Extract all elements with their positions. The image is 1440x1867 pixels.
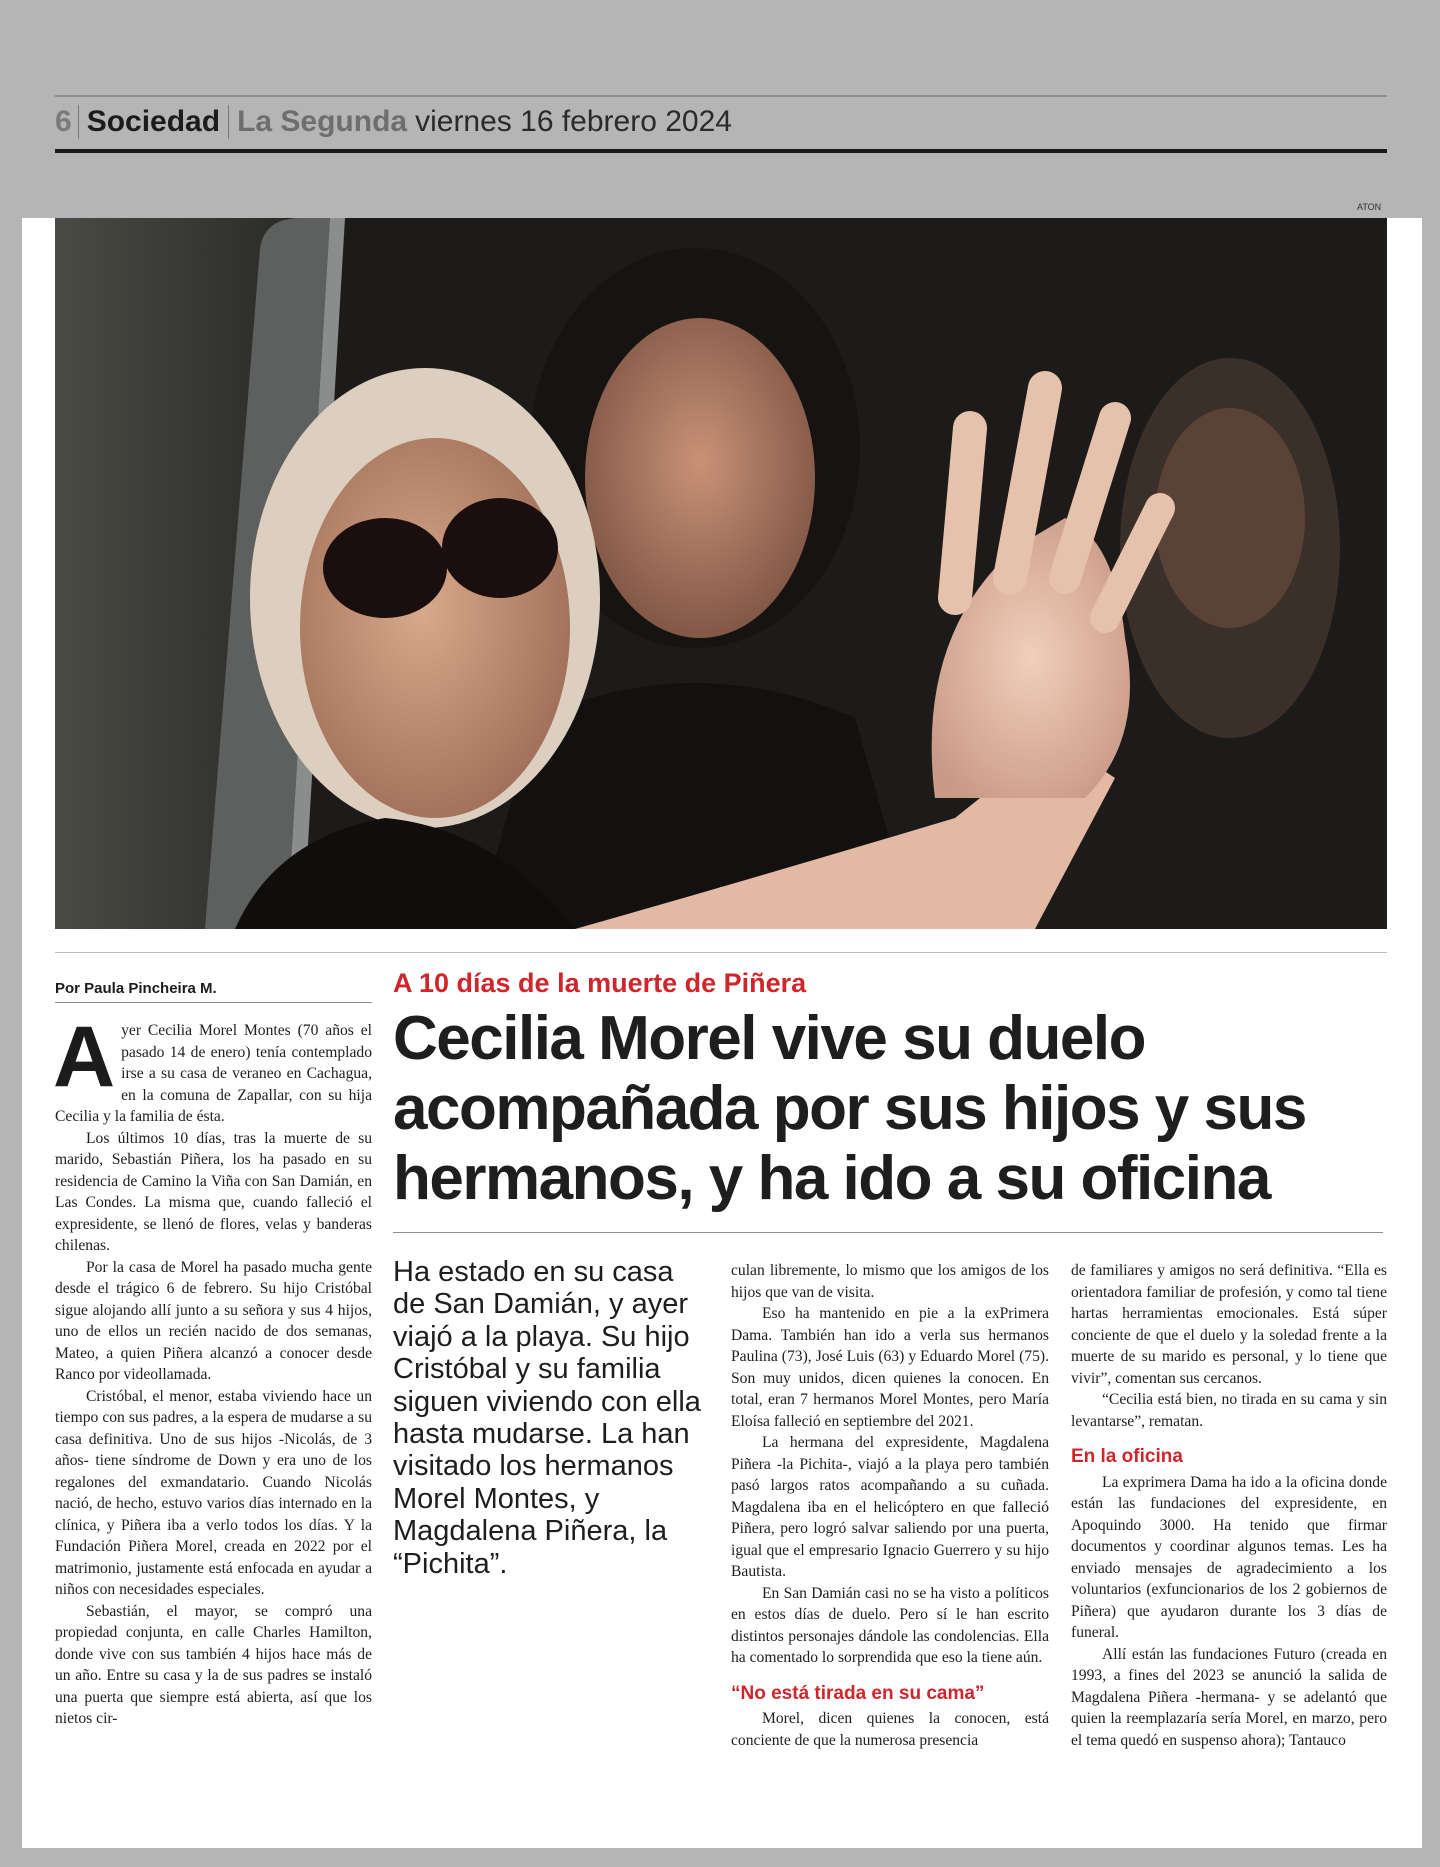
article-column-3: [731, 1260, 1049, 1751]
header-bottom-rule: [55, 149, 1387, 153]
newspaper-name: La Segunda: [237, 105, 408, 138]
subheading: “No está tirada en su cama”: [731, 1682, 985, 1704]
article-column-1: [53, 1009, 372, 1730]
headline-rule: [393, 1232, 1383, 1233]
page-number: 6: [55, 105, 79, 139]
section-name: Sociedad: [79, 105, 229, 139]
paragraph: culan libremente, lo mismo que los amigos de los hijos que van de visita.: [731, 1262, 1049, 1301]
issue-date: viernes 16 febrero 2024: [415, 105, 732, 138]
paragraph: En San Damián casi no se ha visto a políticos en estos días de duelo. Pero sí le han escrito distintos personajes dándole las condolencias. Ella ha comentado lo sorprendida que eso la tiene aún.: [731, 1584, 1049, 1666]
paragraph: Cristóbal, el menor, estaba viviendo hace un tiempo con sus padres, a la espera de mudarse a su casa definitiva. Uno de sus hijos -Nicolás, de 3 años- tiene síndrome de Down y era uno de los regalones del exmandatario. Cuando Nicolás nació, de hecho, estuvo varios días internado en la clínica, y Piñera iba a verlo todos los días. Y la Fundación Piñera Morel, creada en 2022 por el matrimonio, justamente está enfocada en ayudar a niños con necesidades especiales.: [55, 1387, 372, 1598]
paragraph: Por la casa de Morel ha pasado mucha gente desde el trágico 6 de febrero. Su hijo Cristóbal sigue alojando allí junto a su señora y sus 4 hijos, uno de ellos un recién nacido de dos semanas, Mateo, a quien Piñera alcanzó a conocer desde Ranco por videollamada.: [55, 1258, 372, 1383]
photo-credit: ATON: [1357, 202, 1382, 212]
section-divider: [55, 952, 1387, 953]
paragraph: de familiares y amigos no será definitiva. “Ella es orientadora familiar de profesión, y como tal tiene hartas herramientas emocionales. Está súper conciente de que el duelo y la soledad frente a la muerte de su marido es personal, y lo tiene que vivir”, comentan sus cercanos.: [1071, 1262, 1387, 1387]
paragraph: [53, 1009, 372, 1128]
paragraph-text: yer Cecilia Morel Montes (70 años el pasado 14 de enero) tenía contemplado irse a su casa de veraneo en Cachagua, en la comuna de Zapallar, con su hija Cecilia y la familia de ésta.: [55, 1022, 372, 1125]
headline: Cecilia Morel vive su duelo acompañada por sus hijos y sus hermanos, y ha ido a su oficina: [393, 1004, 1306, 1213]
subheading: En la oficina: [1071, 1446, 1183, 1467]
paragraph: La exprimera Dama ha ido a la oficina donde están las fundaciones del expresidente, en Apoquindo 3000. Ha tenido que firmar documentos y coordinar algunos temas. Les ha enviado mensajes de agradecimiento a los voluntarios (exfuncionarios de los 2 gobiernos de Piñera) que ayudaron durante los 3 días de funeral.: [1071, 1473, 1387, 1641]
standfirst: Ha estado en su casa de San Damián, y ayer viajó a la playa. Su hijo Cristóbal y su familia siguen viviendo con ella hasta mudarse. La han visitado los hermanos Morel Montes, y Magdalena Piñera, la “Pichita”.: [393, 1256, 701, 1580]
paragraph: Morel, dicen quienes la conocen, está conciente de que la numerosa presencia: [731, 1710, 1049, 1749]
kicker: A 10 días de la muerte de Piñera: [393, 968, 807, 998]
article-column-4: [1071, 1260, 1387, 1751]
paragraph: Allí están las fundaciones Futuro (creada en 1993, a fines del 2023 se anunció la salida de Magdalena Piñera -hermana- y se adelantó que quien la reemplazaría sería Morel, en marzo, pero el tema quedó en suspenso ahora); Tantauco: [1071, 1645, 1387, 1749]
paragraph: La hermana del expresidente, Magdalena Piñera -la Pichita-, viajó a la playa pero también pasó largos ratos acompañando a su cuñada. Magdalena iba en el helicóptero en que falleció Piñera, pero logró salvar saliendo por una puerta, igual que el empresario Ignacio Guerrero y su hijo Bautista.: [731, 1434, 1049, 1580]
page-header: [55, 95, 1387, 153]
article-photo: [55, 218, 1387, 929]
byline: Por Paula Pincheira M.: [55, 980, 372, 1003]
paragraph: Sebastián, el mayor, se compró una propiedad conjunta, en calle Charles Hamilton, donde vive con sus también 4 hijos hace más de un año. Entre su casa y la de sus padres se instaló una puerta que siempre está abierta, así que los nietos cir-: [55, 1602, 372, 1727]
paragraph: Eso ha mantenido en pie a la exPrimera Dama. También han ido a verla sus hermanos Paulina (73), José Luis (63) y Eduardo Morel (75). Son muy unidos, dicen quienes la conocen. En total, eran 7 hermanos Morel Montes, pero María Eloísa falleció en septiembre del 2021.: [731, 1305, 1049, 1430]
paragraph: Los últimos 10 días, tras la muerte de su marido, Sebastián Piñera, los ha pasado en su residencia de Camino la Viña con San Damián, en Las Condes. La misma que, cuando falleció el expresidente, se llenó de flores, velas y banderas chilenas.: [55, 1129, 372, 1254]
paragraph: “Cecilia está bien, no tirada en su cama y sin levantarse”, rematan.: [1071, 1391, 1387, 1430]
drop-cap: A: [53, 1009, 116, 1105]
